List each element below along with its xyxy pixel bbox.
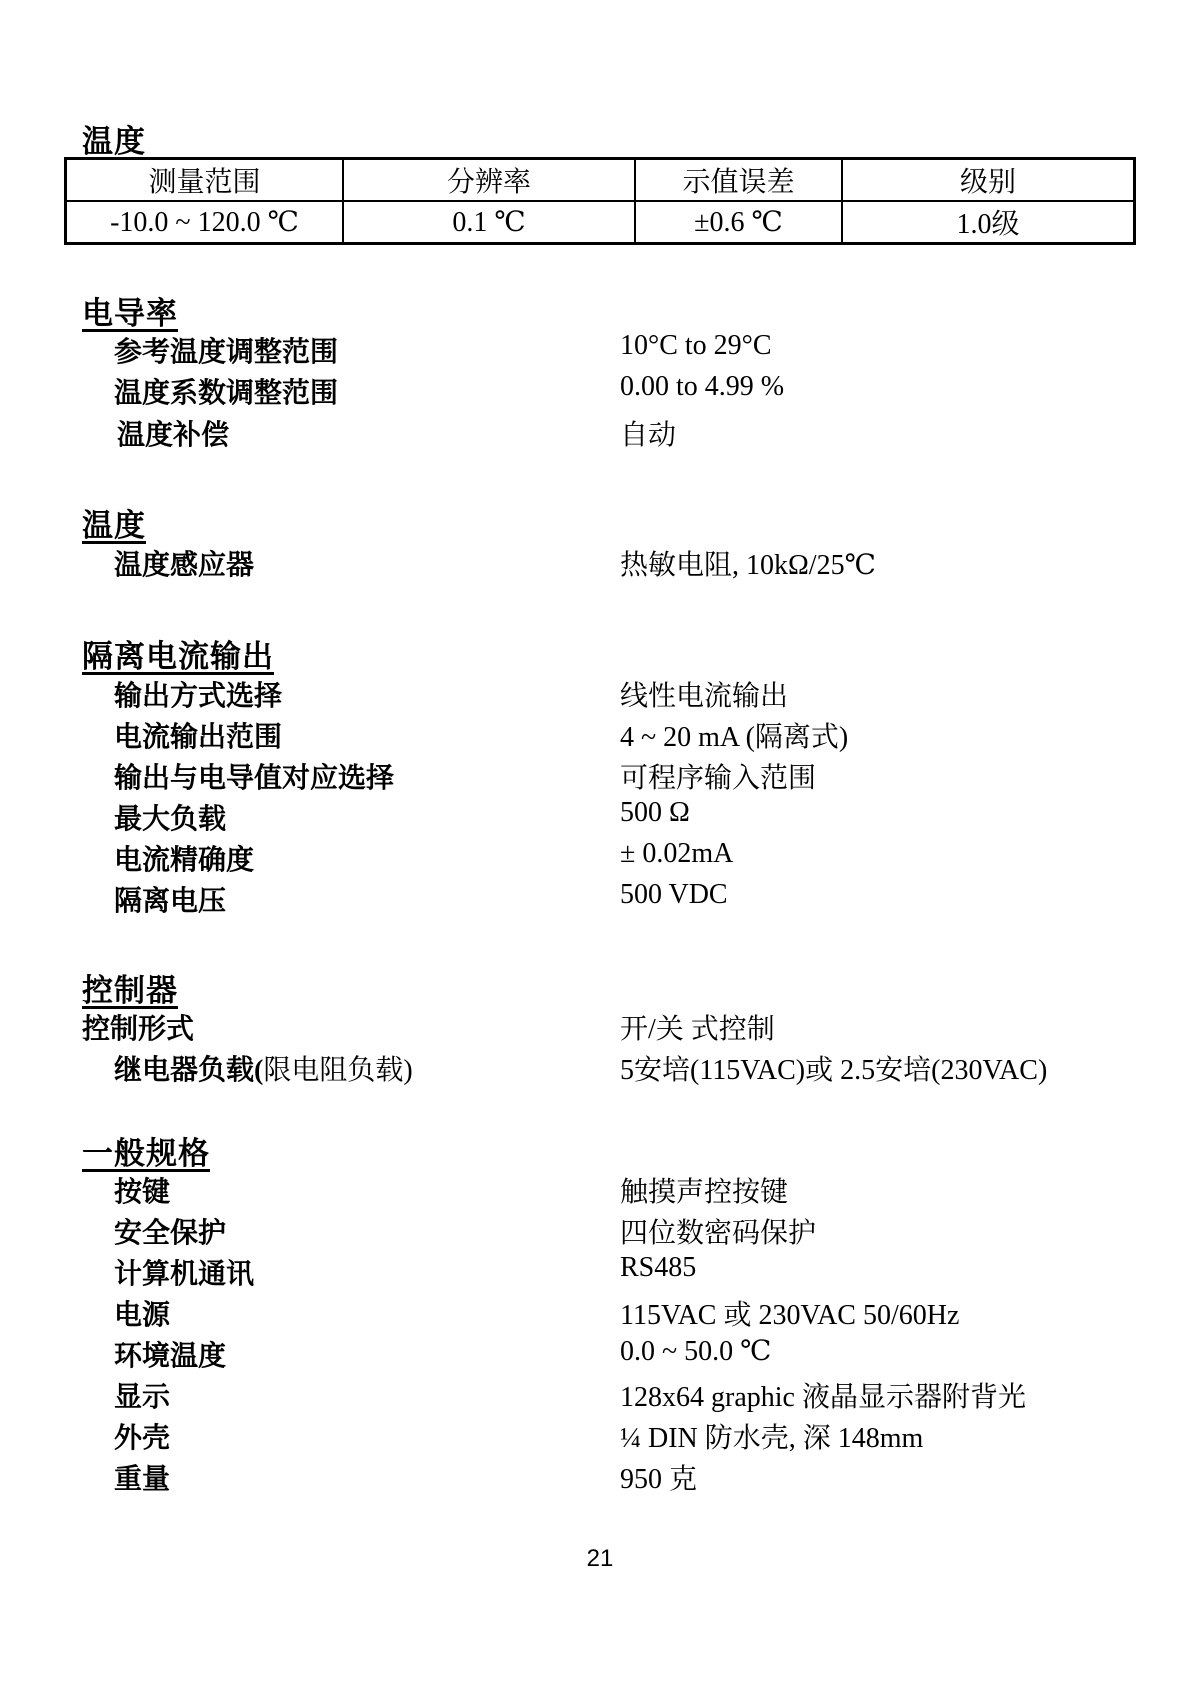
spec-row [0,1416,1200,1456]
spec-label: 隔离电压 [114,886,227,917]
spec-label: 按键 [114,1177,171,1208]
spec-row [0,371,1200,411]
spec-row [0,1007,1200,1047]
spec-row [0,838,1200,878]
spec-value: 热敏电阻, 10kΩ/25℃ [620,550,876,581]
spec-row [0,1334,1200,1374]
spec-row [0,1457,1200,1497]
section-heading-general: 一般规格 [82,1136,210,1171]
spec-label: 环境温度 [114,1341,227,1372]
spec-label: 输出与电导值对应选择 [114,763,395,794]
spec-row [0,413,1200,453]
table-header-cell: 级别 [842,159,1135,202]
spec-row [0,543,1200,583]
spec-row [0,715,1200,755]
spec-label: 电流精确度 [114,845,255,876]
spec-row [0,1170,1200,1210]
spec-value: 4 ~ 20 mA (隔离式) [620,722,849,753]
spec-label: 温度感应器 [114,550,255,581]
spec-label: 电流输出范围 [114,722,283,753]
spec-value: ± 0.02mA [620,838,734,869]
spec-value: 500 Ω [620,797,690,828]
table-header-cell: 测量范围 [66,159,344,202]
spec-row [0,1375,1200,1415]
spec-label: 温度补偿 [117,420,230,451]
spec-row [0,674,1200,714]
table-cell: ±0.6 ℃ [635,201,842,244]
section-heading-controller: 控制器 [82,973,178,1008]
spec-label: 重量 [114,1464,171,1495]
spec-row [0,797,1200,837]
spec-label: 参考温度调整范围 [114,337,339,368]
spec-label [114,1048,413,1088]
table-cell: 0.1 ℃ [343,201,635,244]
spec-row [0,1211,1200,1251]
temperature-spec-table [64,157,1136,245]
spec-row [0,1048,1200,1088]
spec-label: 温度系数调整范围 [114,378,339,409]
spec-value: 开/关 式控制 [620,1014,775,1045]
spec-label: 安全保护 [114,1218,227,1249]
spec-value: 10°C to 29°C [620,330,772,361]
table-header-cell: 分辨率 [343,159,635,202]
spec-value: 5安培(115VAC)或 2.5安培(230VAC) [620,1055,1048,1086]
table-header-cell: 示值误差 [635,159,842,202]
section-heading-temperature: 温度 [82,508,146,543]
spec-value: 0.00 to 4.99 % [620,371,785,402]
spec-value: 线性电流输出 [620,681,789,712]
spec-value: ¼ DIN 防水壳, 深 148mm [620,1423,924,1454]
table-cell: -10.0 ~ 120.0 ℃ [66,201,344,244]
spec-label-note: 限电阻负载) [263,1055,413,1086]
spec-label: 电源 [114,1300,171,1331]
spec-value: 128x64 graphic 液晶显示器附背光 [620,1382,1026,1413]
section-heading-current-output: 隔离电流输出 [82,639,274,674]
spec-label: 显示 [114,1382,171,1413]
spec-value: 500 VDC [620,879,728,910]
spec-label-main: 继电器负载( [114,1055,264,1086]
spec-row [0,1252,1200,1292]
spec-label: 控制形式 [82,1014,195,1045]
spec-label: 最大负载 [114,804,227,835]
spec-value: 可程序输入范围 [620,763,817,794]
spec-row [0,1293,1200,1333]
spec-value: RS485 [620,1252,697,1283]
page-number: 21 [586,1545,614,1572]
spec-label: 输出方式选择 [114,681,283,712]
spec-label: 外壳 [114,1423,171,1454]
spec-value: 四位数密码保护 [620,1218,817,1249]
spec-row [0,879,1200,919]
section-heading-temperature-table: 温度 [82,124,146,159]
spec-row [0,756,1200,796]
spec-value: 自动 [620,420,677,451]
table-row [66,201,1135,244]
spec-value: 0.0 ~ 50.0 ℃ [620,1336,772,1367]
spec-value: 950 克 [620,1464,698,1495]
table-header-row [66,159,1135,202]
spec-value: 触摸声控按键 [620,1177,789,1208]
spec-row [0,330,1200,370]
spec-value: 115VAC 或 230VAC 50/60Hz [620,1300,960,1331]
table-cell: 1.0级 [842,201,1135,244]
spec-label: 计算机通讯 [114,1259,255,1290]
section-heading-conductivity: 电导率 [82,296,178,331]
